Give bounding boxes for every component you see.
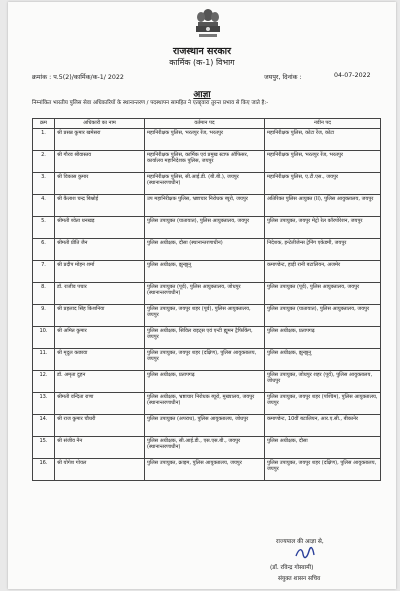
govt-heading: राजस्थान सरकार bbox=[173, 46, 231, 57]
table-row bbox=[33, 239, 381, 261]
document-title: आज्ञा bbox=[193, 90, 211, 100]
signature-icon bbox=[294, 546, 316, 560]
table-row bbox=[33, 217, 381, 239]
serial-cell: 16. bbox=[33, 459, 55, 481]
name-cell: श्री प्रसन्न कुमार खमेसरा bbox=[55, 129, 145, 151]
current-post-cell: पुलिस उपायुक्त, जयपुर शहर (दक्षिण), पुलिस आयुक्तालय, जयपुर bbox=[145, 349, 265, 371]
current-post-cell: पुलिस अधीक्षक, झुन्झुनू bbox=[145, 261, 265, 283]
current-post-cell: महानिरीक्षक पुलिस, भरतपुर रेंज, भरतपुर bbox=[145, 129, 265, 151]
department-heading: कार्मिक (क-1) विभाग bbox=[169, 58, 235, 67]
current-post-cell: उप महानिरीक्षक पुलिस, भ्रष्टाचार निरोधक ब्यूरो, जयपुर bbox=[145, 195, 265, 217]
order-date: 04-07-2022 bbox=[334, 72, 371, 79]
new-post-cell: महानिरीक्षक पुलिस, कोटा रेंज, कोटा bbox=[265, 129, 381, 151]
serial-cell: 6. bbox=[33, 239, 55, 261]
serial-cell: 7. bbox=[33, 261, 55, 283]
new-post-cell: कमाण्डेन्ट, 10वीं बटालियन, आर.ए.सी., बीकानेर bbox=[265, 415, 381, 437]
signer-designation: संयुक्त शासन सचिव bbox=[278, 576, 321, 582]
serial-cell: 9. bbox=[33, 305, 55, 327]
serial-cell: 5. bbox=[33, 217, 55, 239]
new-post-cell: अतिरिक्त पुलिस आयुक्त (II), पुलिस आयुक्तालय, जयपुर bbox=[265, 195, 381, 217]
current-post-cell: पुलिस उपायुक्त (यातायात), पुलिस आयुक्तालय, जयपुर bbox=[145, 217, 265, 239]
serial-cell: 3. bbox=[33, 173, 55, 195]
new-post-cell: पुलिस उपायुक्त (पूर्व), पुलिस आयुक्तालय, जयपुर bbox=[265, 283, 381, 305]
current-post-cell: महानिरीक्षक पुलिस, सी.आई.डी. (बी.बी.), जयपुर (स्थानान्तरणाधीन) bbox=[145, 173, 265, 195]
name-cell: श्री अमित कुमार bbox=[55, 327, 145, 349]
name-cell: श्रीमती श्वेता धनखड़ bbox=[55, 217, 145, 239]
new-post-cell: महानिरीक्षक पुलिस, भरतपुर रेंज, भरतपुर bbox=[265, 151, 381, 173]
transfer-table bbox=[32, 118, 381, 481]
new-post-cell: पुलिस उपायुक्त, जयपुर शहर (पश्चिम), पुलिस आयुक्तालय, जयपुर bbox=[265, 393, 381, 415]
new-post-cell: निदेशक, इन्टेलीजेन्स ट्रेनिंग एकेडमी, जयपुर bbox=[265, 239, 381, 261]
name-cell: श्री राज कुमार चौधरी bbox=[55, 415, 145, 437]
serial-cell: 4. bbox=[33, 195, 55, 217]
serial-cell: 14. bbox=[33, 415, 55, 437]
new-post-cell: पुलिस अधीक्षक, प्रतापगढ़ bbox=[265, 327, 381, 349]
current-post-cell: पुलिस उपायुक्त, जयपुर शहर (पूर्व), पुलिस आयुक्तालय, जयपुर bbox=[145, 305, 265, 327]
serial-cell: 11. bbox=[33, 349, 55, 371]
header-new-post: नवीन पद bbox=[265, 119, 381, 129]
new-post-cell: पुलिस उपायुक्त, जोधपुर शहर (पूर्व), पुलिस आयुक्तालय, जोधपुर bbox=[265, 371, 381, 393]
new-post-cell: कमाण्डेन्ट, हाड़ी रानी बटालियन, अजमेर bbox=[265, 261, 381, 283]
current-post-cell: पुलिस अधीक्षक, सिविल राइट्स एवं एन्टी ह्यूमन ट्रैफिकिंग, जयपुर bbox=[145, 327, 265, 349]
current-post-cell: पुलिस अधीक्षक, दौसा (स्थानान्तरणाधीन) bbox=[145, 239, 265, 261]
current-post-cell: पुलिस उपायुक्त (अपराध), पुलिस आयुक्तालय, जोधपुर bbox=[145, 415, 265, 437]
intro-paragraph: निम्नांकित भारतीय पुलिस सेवा अधिकारियों के स्थानान्तरण / पदस्थापन सामहित ने एतद्द्वारा तुरन्त प्रभाव से किए जाते है:- bbox=[32, 100, 269, 106]
serial-cell: 2. bbox=[33, 151, 55, 173]
name-cell: श्रीमती प्रीति जैन bbox=[55, 239, 145, 261]
serial-cell: 13. bbox=[33, 393, 55, 415]
table-row bbox=[33, 129, 381, 151]
serial-cell: 10. bbox=[33, 327, 55, 349]
current-post-cell: पुलिस अधीक्षक, भ्रष्टाचार निरोधक ब्यूरो, मुख्यालय, जयपुर (स्थानान्तरणाधीन) bbox=[145, 393, 265, 415]
state-emblem-icon bbox=[191, 6, 225, 42]
serial-cell: 12. bbox=[33, 371, 55, 393]
order-place: जयपुर, दिनांक : bbox=[264, 74, 302, 81]
table-row bbox=[33, 261, 381, 283]
new-post-cell: पुलिस उपायुक्त, जयपुर शहर (दक्षिण), पुलिस आयुक्तालय, जयपुर bbox=[265, 459, 381, 481]
header-serial: क्रम bbox=[33, 119, 55, 129]
order-by-line: राज्यपाल की आज्ञा से, bbox=[276, 539, 324, 545]
name-cell: डॉ. अमृता दुहन bbox=[55, 371, 145, 393]
table-row bbox=[33, 459, 381, 481]
serial-cell: 8. bbox=[33, 283, 55, 305]
table-row bbox=[33, 283, 381, 305]
name-cell: श्री प्रहलाद सिंह किशनिया bbox=[55, 305, 145, 327]
name-cell: श्री गौरव श्रीवास्तव bbox=[55, 151, 145, 173]
name-cell: श्री योगेश गोयल bbox=[55, 459, 145, 481]
table-row bbox=[33, 415, 381, 437]
current-post-cell: पुलिस उपायुक्त (पूर्व), पुलिस आयुक्तालय, जोधपुर (स्थानान्तरणाधीन) bbox=[145, 283, 265, 305]
name-cell: श्रीमती वन्दिता राणा bbox=[55, 393, 145, 415]
table-row bbox=[33, 327, 381, 349]
new-post-cell: पुलिस उपायुक्त (यातायात), पुलिस आयुक्तालय, जयपुर bbox=[265, 305, 381, 327]
table-row bbox=[33, 173, 381, 195]
new-post-cell: पुलिस उपायुक्त, जयपुर मेट्रो रेल कॉरपोरेशन, जयपुर bbox=[265, 217, 381, 239]
new-post-cell: पुलिस अधीक्षक, दौसा bbox=[265, 437, 381, 459]
name-cell: डॉ. राजीव पचार bbox=[55, 283, 145, 305]
table-row bbox=[33, 393, 381, 415]
current-post-cell: पुलिस उपायुक्त, क्राइम, पुलिस आयुक्तालय, जयपुर bbox=[145, 459, 265, 481]
name-cell: श्री संजीव नैन bbox=[55, 437, 145, 459]
table-row bbox=[33, 437, 381, 459]
table-row bbox=[33, 305, 381, 327]
current-post-cell: महानिरीक्षक पुलिस, कार्मिक एवं प्रमुख स्टाफ ऑफिसर, कार्यालय महानिदेशक पुलिस, जयपुर bbox=[145, 151, 265, 173]
table-row bbox=[33, 349, 381, 371]
name-cell: श्री विकास कुमार bbox=[55, 173, 145, 195]
order-document bbox=[8, 2, 396, 589]
serial-cell: 1. bbox=[33, 129, 55, 151]
name-cell: श्री कैलाश चन्द्र बिश्नोई bbox=[55, 195, 145, 217]
header-officer-name: अधिकारी का नाम bbox=[55, 119, 145, 129]
table-row bbox=[33, 151, 381, 173]
new-post-cell: महानिरीक्षक पुलिस, ए.टी.एस., जयपुर bbox=[265, 173, 381, 195]
table-row bbox=[33, 371, 381, 393]
signer-name: (डॉ. रविन्द्र गोस्वामी) bbox=[270, 565, 314, 571]
name-cell: श्री मृदुल कछावा bbox=[55, 349, 145, 371]
table-row bbox=[33, 195, 381, 217]
current-post-cell: पुलिस अधीक्षक, प्रतापगढ़ bbox=[145, 371, 265, 393]
serial-cell: 15. bbox=[33, 437, 55, 459]
current-post-cell: पुलिस अधीक्षक, सी.आई.डी., एस.एस.बी., जयपुर (स्थानान्तरणाधीन) bbox=[145, 437, 265, 459]
header-current-post: वर्तमान पद bbox=[145, 119, 265, 129]
name-cell: श्री प्रदीप मोहन शर्मा bbox=[55, 261, 145, 283]
new-post-cell: पुलिस अधीक्षक, झुन्झुनू bbox=[265, 349, 381, 371]
order-reference: क्रमांक : प.5(2)/कार्मिक/क-1/ 2022 bbox=[32, 74, 124, 81]
table-header-row bbox=[33, 119, 381, 129]
